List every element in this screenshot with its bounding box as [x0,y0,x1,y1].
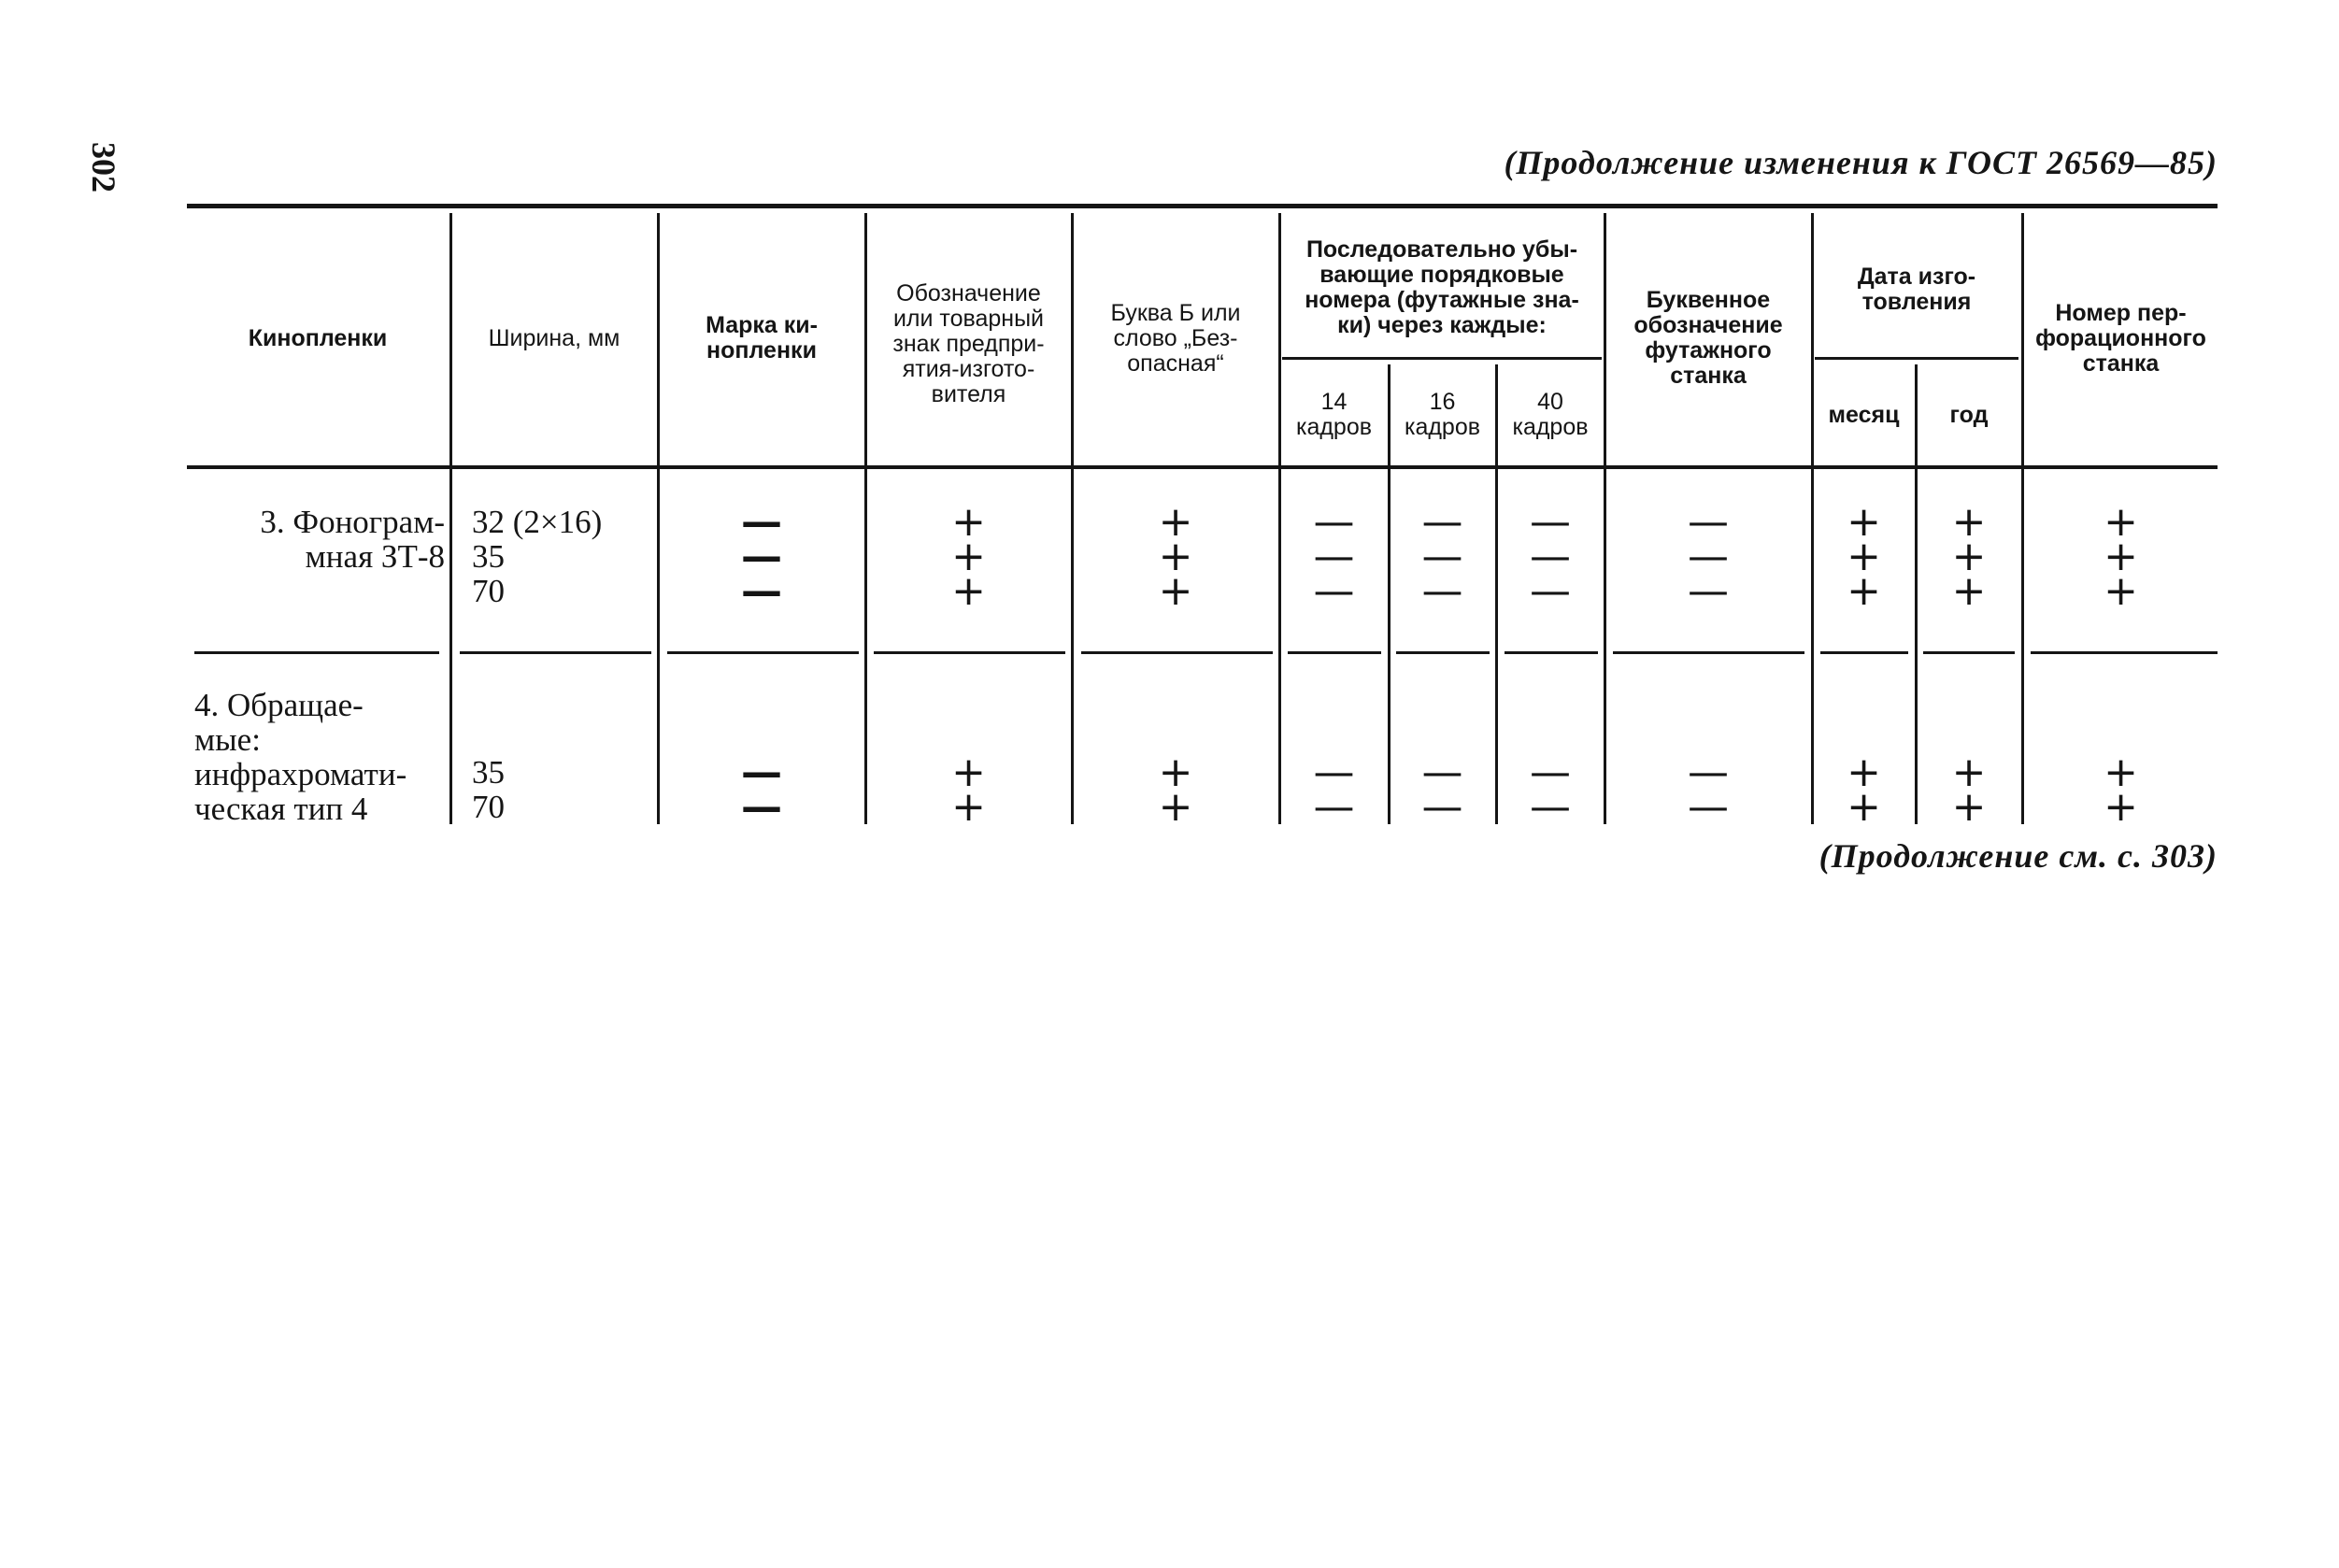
row-mark-year: + + [1951,748,1987,831]
header-sequence-group: Последовательно убы- вающие порядковые номера (футажные зна- ки) через каждые: [1305,236,1579,338]
header-letter: Буква Б или слово „Без- опасная“ [1110,299,1241,377]
row-separator [1613,651,1804,654]
row-mark-frames-14: — — — [1313,498,1355,615]
subgroup-rule [1282,357,1602,360]
row-separator [1288,651,1381,654]
row-mark-footage: — — [1688,748,1729,831]
row-mark-frames-14: — — [1313,748,1355,831]
row-mark-letter: + + [1158,748,1193,831]
row-widths: 35 70 [472,754,505,825]
header-date-group: Дата изго- товления [1857,264,1976,315]
row-mark-month: + + [1847,748,1881,831]
row-mark-perforation: + + [2104,748,2138,831]
row-separator [1820,651,1908,654]
continuation-header: (Продолжение изменения к ГОСТ 26569—85) [1504,144,2218,181]
row-label-phonogram: 3. Фонограм- мная ЗТ-8 [260,504,445,575]
header-bottom-rule [187,465,2218,469]
row-mark-maker: + + + [951,498,986,615]
header-frames-16: 16 кадров [1404,389,1481,440]
row-mark-brand: — — — [741,498,782,615]
header-footage: Буквенное обозначение футажного станка [1633,287,1783,389]
header-perforation: Номер пер- форационного станка [2035,299,2206,377]
row-mark-brand: — — [741,748,782,831]
row-separator [1505,651,1598,654]
subgroup-rule [1815,357,2018,360]
row-separator [1923,651,2015,654]
row-label-reversal: 4. Обращае- мые: инфрахромати- ческая тип 4 [194,687,407,827]
row-separator [194,651,439,654]
header-maker: Обозначение или товарный знак предпри- ятия-изгото- вителя [892,279,1045,407]
row-mark-frames-16: — — — [1421,498,1463,615]
row-mark-month: + + + [1847,498,1881,615]
row-separator [2031,651,2218,654]
row-mark-frames-16: — — [1421,748,1463,831]
header-brand: Марка ки- нопленки [706,312,818,363]
row-separator [1081,651,1273,654]
row-mark-letter: + + + [1158,498,1193,615]
row-separator [874,651,1065,654]
row-mark-footage: — — — [1688,498,1729,615]
row-mark-perforation: + + + [2104,498,2138,615]
header-frames-40: 40 кадров [1512,389,1589,440]
continuation-footer: (Продолжение см. с. 303) [1818,837,2218,875]
header-month: месяц [1828,401,1900,428]
row-mark-frames-40: — — [1530,748,1571,831]
row-widths: 32 (2×16) 35 70 [472,504,603,609]
row-mark-maker: + + [951,748,986,831]
header-film: Кинопленки [248,324,388,351]
page-number: 302 [85,142,122,192]
row-separator [460,651,651,654]
row-mark-frames-40: — — — [1530,498,1571,615]
row-separator [1396,651,1490,654]
row-separator [667,651,859,654]
header-width: Ширина, мм [488,324,620,351]
header-year: год [1949,401,1989,428]
row-mark-year: + + + [1951,498,1987,615]
header-frames-14: 14 кадров [1295,389,1373,440]
table-top-rule [187,204,2218,208]
